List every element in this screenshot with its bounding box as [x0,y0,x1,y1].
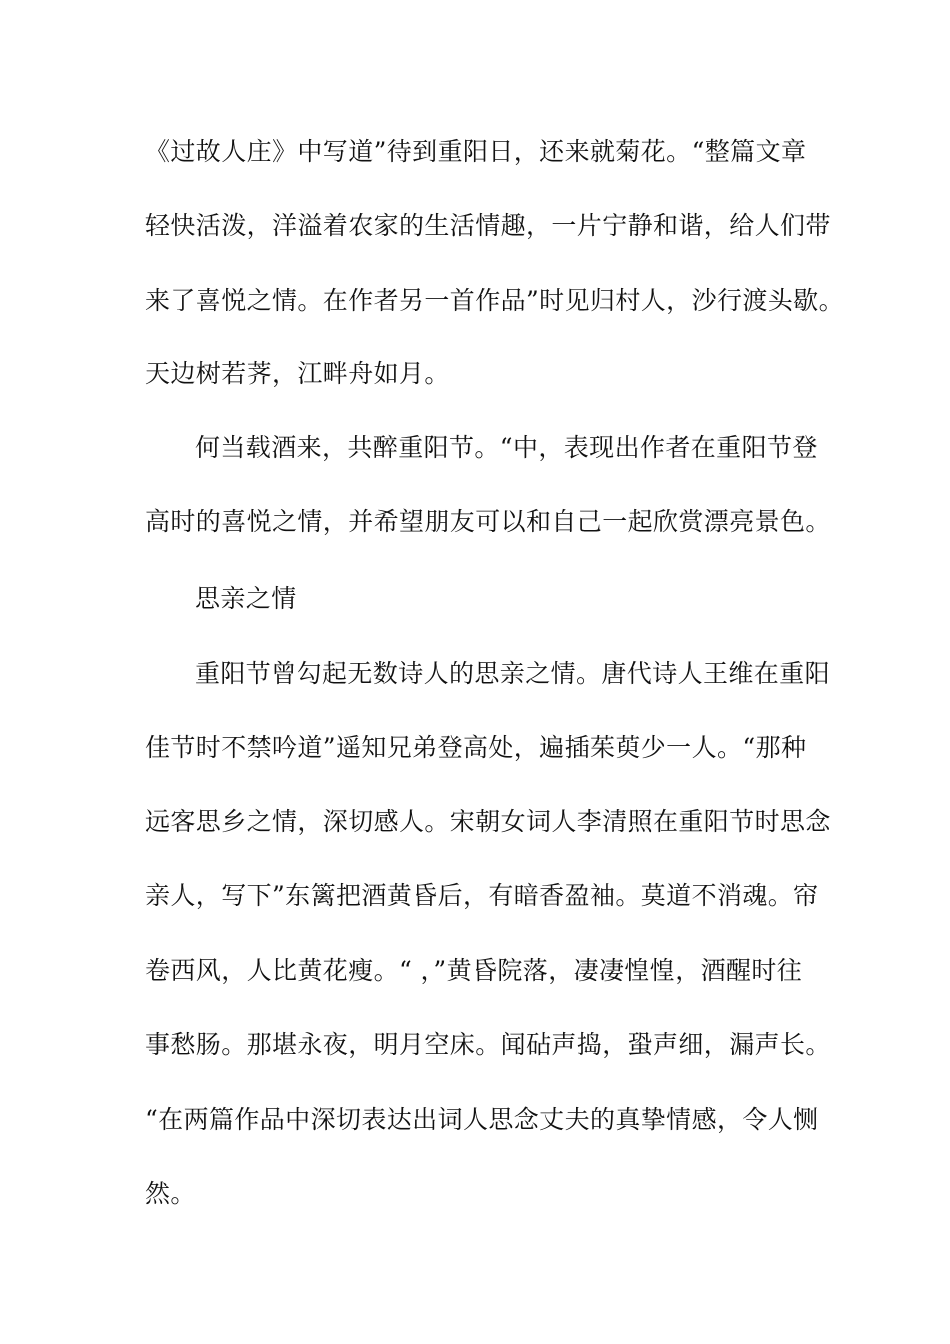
text-line: 高时的喜悦之情，并希望朋友可以和自己一起欣赏漂亮景色。 [145,507,831,536]
text-line: “在两篇作品中深切表达出词人思念丈夫的真挚情感，令人恻 [145,1105,819,1134]
text-line: 《过故人庄》中写道”待到重阳日，还来就菊花。“整篇文章 [145,137,807,166]
paragraph-start-line: 重阳节曾勾起无数诗人的思亲之情。唐代诗人王维在重阳 [195,659,831,688]
text-line: 天边树若荠，江畔舟如月。 [145,359,450,388]
text-line: 来了喜悦之情。在作者另一首作品”时见归村人，沙行渡头歇。 [145,286,844,315]
text-line: 轻快活泼，洋溢着农家的生活情趣，一片宁静和谐，给人们带 [145,211,831,240]
text-line: 事愁肠。那堪永夜，明月空床。闻砧声捣，蛩声细，漏声长。 [145,1030,831,1059]
section-heading: 思亲之情 [195,584,297,613]
text-line: 然。 [145,1179,196,1208]
paragraph-start-line: 何当载酒来，共醉重阳节。“中，表现出作者在重阳节登 [195,433,818,462]
text-line: 卷西风，人比黄花瘦。“ ，”黄昏院落，凄凄惶惶，酒醒时往 [145,956,803,985]
text-line: 远客思乡之情，深切感人。宋朝女词人李清照在重阳节时思念 [145,807,831,836]
text-line: 佳节时不禁吟道”遥知兄弟登高处，遍插茱萸少一人。“那种 [145,733,807,762]
text-line: 亲人，写下”东篱把酒黄昏后，有暗香盈袖。莫道不消魂。帘 [145,881,819,910]
